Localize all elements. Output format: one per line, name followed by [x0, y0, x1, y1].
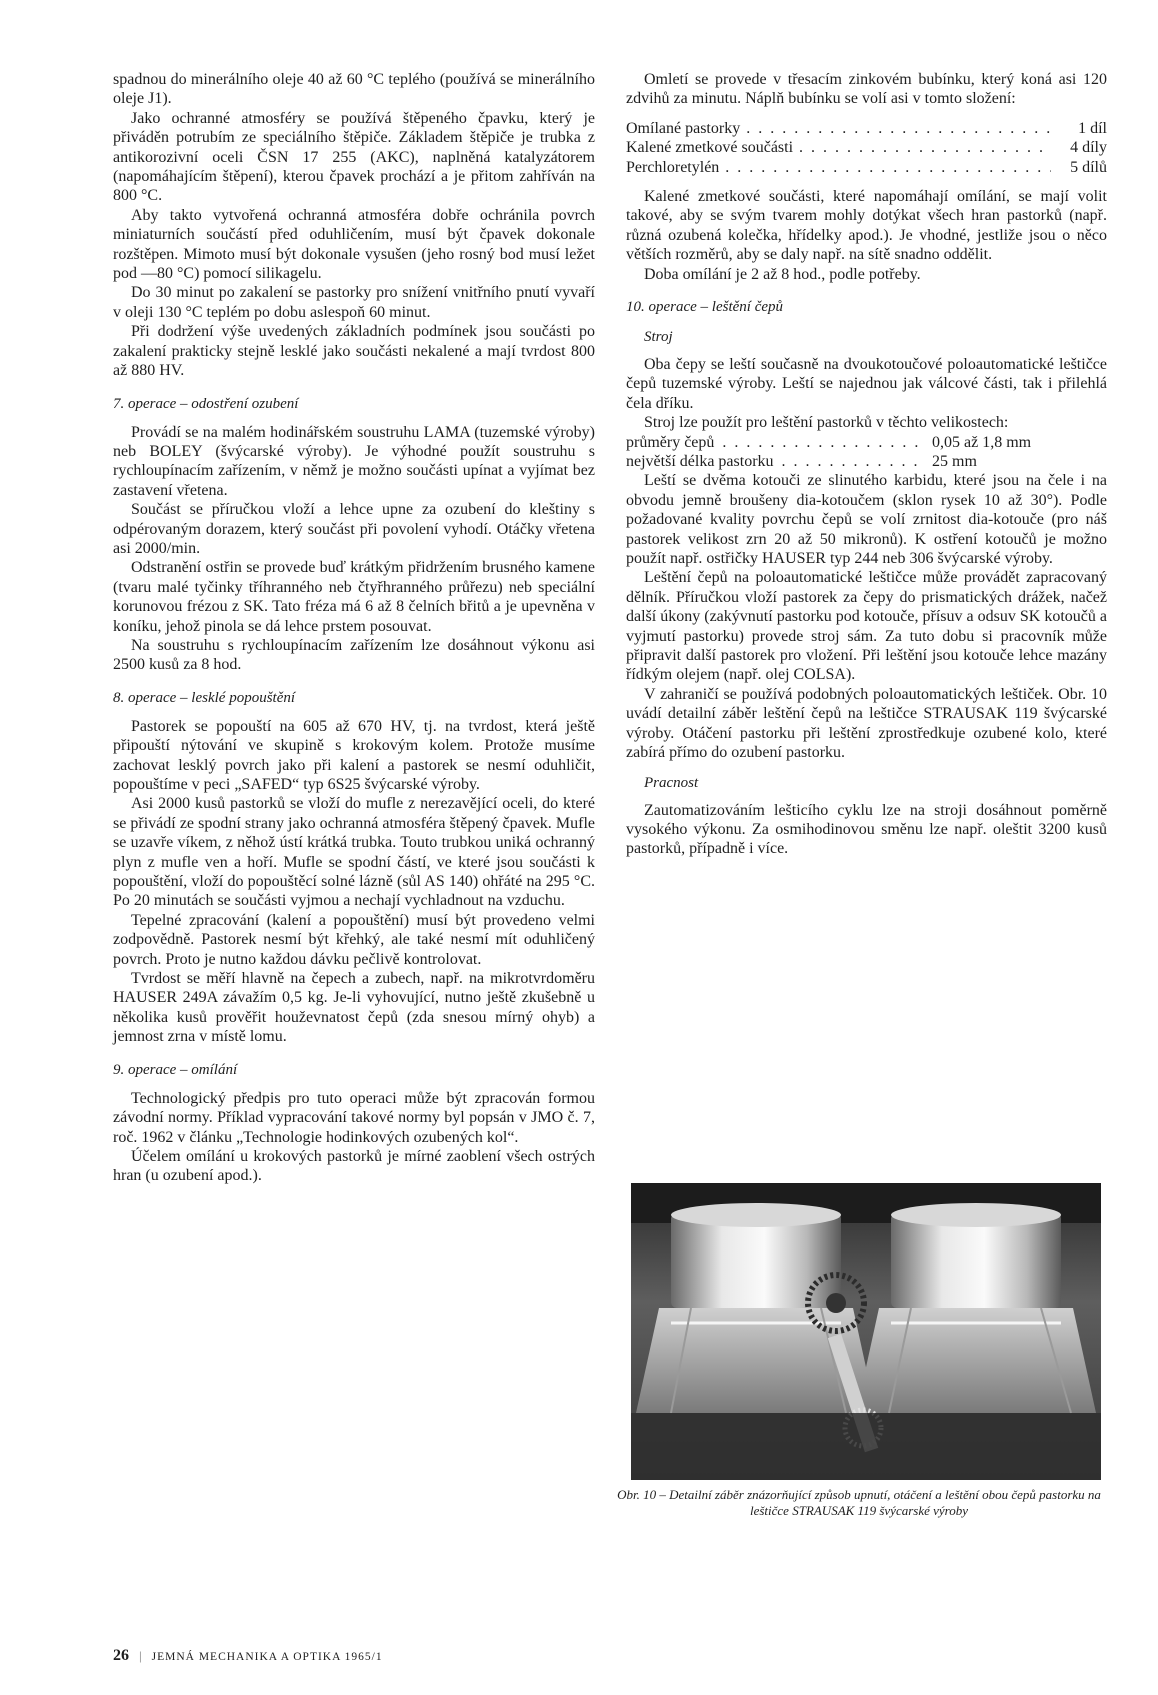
paragraph: Leští se dvěma kotouči ze slinutého karbidu, které jsou na čele i na obvodu jemně broušeny dia-kotoučem (sklon rysek 10 až 30°). Podle požadované kvality povrchu čepů se volí zrnitost dia-kotouče (pro náš pastorek velikost zrn 20 až 50 mikronů). K ostření kotoučů je možno použít např. ostřičky HAUSER typ 244 neb 306 švýcarské výroby. — [626, 472, 1107, 568]
section-heading-10: 10. operace – leštění čepů — [626, 299, 784, 316]
page-number: 26 — [113, 1647, 129, 1664]
paragraph: Oba čepy se leští současně na dvoukotoučové poloautomatické leštičce čepů tuzemské výroby. Leští se najednou jak válcové části, tak i přilehlá čela dříku. — [626, 356, 1107, 412]
mixture-row — [626, 119, 1107, 138]
left-column — [113, 70, 595, 1186]
dot-leader — [722, 433, 924, 452]
mixture-label: Kalené zmetkové součásti — [626, 139, 794, 157]
subheading-pracnost: Pracnost — [644, 774, 699, 791]
paragraph: Součást se příručkou vloží a lehce upne za ozubení do kleštiny s odpérovaným dorazem, který součást při povolení vyhodí. Otáčky vřetena asi 2000/min. — [113, 501, 595, 557]
figure-photo — [631, 1183, 1101, 1480]
paragraph: Aby takto vytvořená ochranná atmosféra dobře ochránila povrch miniaturních součástí před oduhličením, musí být čpavek dokonale rozštěpen. Mimoto musí být dokonale vysušen (jeho rosný bod musí ležet pod —80 °C) pomocí silikagelu. — [113, 206, 595, 283]
paragraph: Na soustruhu s rychloupínacím zařízením lze dosáhnout výkonu asi 2500 kusů za 8 hod. — [113, 636, 595, 674]
dot-leader — [746, 119, 1051, 138]
paragraph: Do 30 minut po zakalení se pastorky pro snížení vnitřního pnutí vyvaří v oleji 130 °C teplém po dobu aslespoň 60 minut. — [113, 284, 595, 321]
section-heading-7: 7. operace – odostření ozubení — [113, 395, 299, 412]
mixture-value: 4 díly — [1070, 139, 1107, 157]
paragraph: Tepelné zpracování (kalení a popouštění) musí být provedeno velmi zodpovědně. Pastorek nesmí být křehký, ale také nesmí mít oduhličený povrch. Proto je nutno každou dávku pečlivě kontrolovat. — [113, 911, 595, 968]
paragraph: Kalené zmetkové součásti, které napomáhají omílání, se mají volit takové, aby se svým tvarem mohly dotýkat všech hran pastorků (např. různá ozubená kolečka, hřídelky apod.). Je vhodné, jestliže jsou o něco větších rozměrů, aby se daly např. na sítě snadno oddělit. — [626, 187, 1107, 264]
paragraph: V zahraničí se používá podobných poloautomatických leštiček. Obr. 10 uvádí detailní záběr leštění čepů na leštičce STRAUSAK 119 švýcarské výroby. Otáčení pastorku při leštění zprostředkuje ozubené kolo, které zabírá přímo do ozubení pastorku. — [626, 685, 1107, 762]
size-spec-table — [626, 433, 1107, 472]
paragraph: Účelem omílání u krokových pastorků je mírné zaoblení všech ostrých hran (u ozubení apod.). — [113, 1147, 595, 1185]
paragraph: Asi 2000 kusů pastorků se vloží do mufle z nerezavějící oceli, do které se přivádí ze spodní strany jako ochranná atmosféra štěpený čpavek. Mufle se uzavře víkem, z něhož ústí krátká trubka. Touto trubkou uniká ochranný plyn z mufle ven a hoří. Mufle se spodní částí, ve které jsou součásti k popouštění, vloží do popouštěcí solné lázně (sůl AS 140) ohřáté na 295 °C. Po 20 minutách se součásti vyjmou a nechají vychladnout na vzduchu. — [113, 795, 595, 910]
mixture-value: 5 dílů — [1070, 158, 1107, 176]
paragraph: Technologický předpis pro tuto operaci může být zpracován formou závodní normy. Příklad vypracování takové normy byl popsán v JMO č. 7, roč. 1962 v článku „Technologie hodinkových ozubených kol“. — [113, 1089, 595, 1146]
spec-label: největší délka pastorku — [626, 453, 774, 471]
paragraph: Provádí se na malém hodinářském soustruhu LAMA (tuzemské výroby) neb BOLEY (švýcarské výroby). Je výhodné použít soustruhu s rychloupínacím zařízením, v němž je možno součásti upínat a vyjímat bez zastavení vřetena. — [113, 423, 595, 499]
mixture-table — [626, 119, 1107, 177]
mixture-value: 1 díl — [1078, 119, 1107, 137]
mixture-row — [626, 138, 1107, 157]
journal-title: JEMNÁ MECHANIKA A OPTIKA 1965/1 — [151, 1651, 383, 1663]
paragraph: Omletí se provede v třesacím zinkovém bubínku, který koná asi 120 zdvihů za minutu. Náplň bubínku se volí asi v tomto složení: — [626, 71, 1107, 108]
paragraph: Jako ochranné atmosféry se používá štěpeného čpavku, který je přiváděn potrubím ze speciálního štěpiče. Základem štěpiče je trubka z antikorozivní oceli ČSN 17 255 (AKC), naplněná katalyzátorem (napomáhajícím štěpení), kterou čpavek prochází a je přitom zahříván na 800 °C. — [113, 109, 595, 205]
paragraph: Pastorek se popouští na 605 až 670 HV, tj. na tvrdost, která ještě připouští nýtování ve skupině s krokovým kolem. Protože musíme zachovat lesklý povrch jako při kalení a pastorek se nesmí oduhličit, popouštíme v peci „SAFED“ typ 6S25 švýcarské výroby. — [113, 717, 595, 793]
spec-row — [626, 452, 1107, 471]
mixture-row — [626, 158, 1107, 177]
paragraph: Při dodržení výše uvedených základních podmínek jsou součásti po zakalení prakticky stejně lesklé jako součásti nekalené a mají tvrdost 800 až 880 HV. — [113, 323, 595, 380]
figure-caption: Obr. 10 – Detailní záběr znázorňující způsob upnutí, otáčení a leštění obou čepů pastorku na leštičce STRAUSAK 119 švýcarské výroby — [617, 1487, 1101, 1518]
spec-label: průměry čepů — [626, 433, 715, 451]
dot-leader — [799, 138, 1051, 157]
paragraph: Odstranění ostřin se provede buď krátkým přidržením brusného kamene (tvaru malé tyčinky tříhranného neb čtyřhranného průřezu) neb speciální korunovou frézou z SK. Tato fréza má 6 až 8 čelních břitů a je upevněna v koníku, jehož pinola se dá lehce prstem posouvat. — [113, 559, 595, 635]
paragraph: Tvrdost se měří hlavně na čepech a zubech, např. na mikrotvrdoměru HAUSER 249A závažím 0,5 kg. Je-li vyhovující, nutno ještě zkušebně u několika kusů prověřit houževnatost čepů (zda snesou mírný ohyb) a jemnost zrna v místě lomu. — [113, 970, 595, 1046]
dot-leader — [725, 158, 1051, 177]
mixture-label: Omílané pastorky — [626, 119, 741, 137]
paragraph: Zautomatizováním lešticího cyklu lze na stroji dosáhnout poměrně vysokého výkonu. Za osmihodinovou směnu lze např. oleštit 3200 kusů pastorků, případně i více. — [626, 801, 1107, 858]
section-heading-8: 8. operace – lesklé popouštění — [113, 689, 296, 706]
paragraph: Leštění čepů na poloautomatické leštičce může provádět zapracovaný dělník. Příručkou vloží pastorek za čepy do prismatických drážek, načež další úkony (zakývnutí pastorku pod kotouče, přísuv a odsuv SK kotoučů a vyjmutí pastorku) provede stroj sám. Za tuto dobu si pracovník může připravit další pastorek pro vložení. Při leštění jsou kotouče lehce mazány řídkým olejem (např. olej COLSA). — [626, 569, 1107, 684]
paragraph: Stroj lze použít pro leštění pastorků v těchto velikostech: — [644, 414, 1009, 432]
subheading-stroj: Stroj — [644, 329, 673, 346]
mixture-label: Perchloretylén — [626, 158, 720, 176]
footer-separator: | — [139, 1648, 142, 1663]
spec-row — [626, 433, 1107, 452]
right-column — [626, 70, 1107, 859]
paragraph: spadnou do minerálního oleje 40 až 60 °C teplého (používá se minerálního oleje J1). — [113, 71, 595, 108]
dot-leader — [782, 452, 924, 471]
page-footer — [113, 1647, 383, 1665]
spec-value: 25 mm — [932, 453, 977, 471]
paragraph: Doba omílání je 2 až 8 hod., podle potřeby. — [644, 265, 921, 283]
spec-value: 0,05 až 1,8 mm — [932, 433, 1032, 451]
section-heading-9: 9. operace – omílání — [113, 1061, 238, 1078]
polishing-machine-photo — [631, 1183, 1101, 1480]
